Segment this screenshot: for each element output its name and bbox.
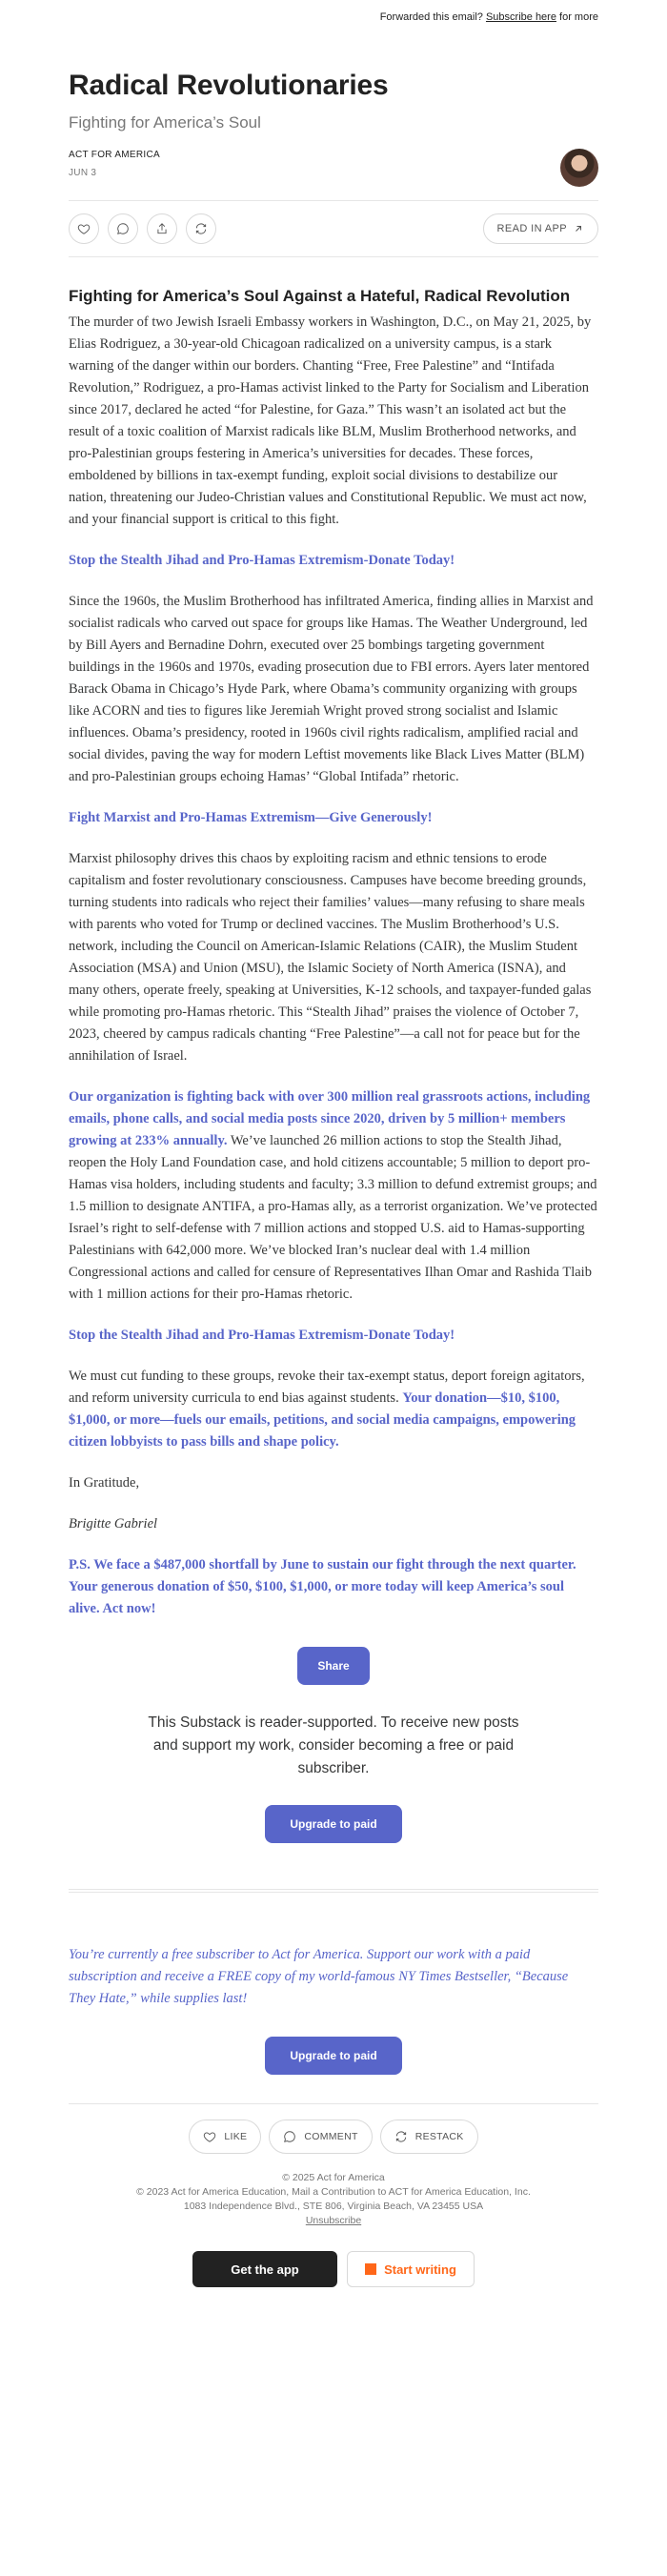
post-date: JUN 3 (69, 168, 97, 178)
restack-label: RESTACK (414, 2131, 464, 2142)
share-button[interactable] (147, 213, 177, 244)
footer-info (69, 2171, 598, 2228)
comment-button[interactable] (108, 213, 138, 244)
comment-icon (283, 2130, 296, 2143)
article-heading: Fighting for America’s Soul Against a Hateful, Radical Revolution (69, 287, 571, 305)
author-avatar[interactable] (560, 149, 598, 187)
address-line-2: 1083 Independence Blvd., STE 806, Virginia Beach, VA 23455 USA (183, 2201, 484, 2212)
share-icon (155, 222, 169, 235)
paragraph-4-rest: We’ve launched 26 million actions to stop the Stealth Jihad, reopen the Holy Land Foundation case, and hold citizens accountable; 5 million to deport pro-Hamas visa holders, including students and faculty; 3.3 million to defund extremist groups; and 1.5 million to designate ANTIFA, a pro-Hamas ally, as a terrorist organization. We’ve protected Israel’s right to self-defense with 7 million actions and stopped U.S. aid to Hamas-supporting Palestinians with 642,000 more. We’ve blocked Iran’s nuclear deal with 1.4 million Congressional actions and called for censure of Representatives Ilhan Omar and Rashida Tlaib with 1 million actions for their pro-Hamas rhetoric. (69, 1133, 597, 1302)
email-content (69, 0, 598, 2287)
footer-buttons (69, 2251, 598, 2287)
share-post-button[interactable]: Share (297, 1647, 370, 1685)
post-subtitle: Fighting for America’s Soul (69, 113, 261, 132)
share-section (69, 1647, 598, 1685)
byline (69, 149, 598, 187)
divider (69, 2103, 598, 2104)
paragraph-5-plain: We must cut funding to these groups, revoke their tax-exempt status, deport foreign agitators, and reform university curricula to end bias against students. (69, 1369, 585, 1406)
start-writing-label: Start writing (384, 2262, 456, 2277)
comment-icon (116, 222, 130, 235)
comment-label: COMMENT (304, 2131, 358, 2142)
donate-link-3[interactable]: Stop the Stealth Jihad and Pro-Hamas Extremism-Donate Today! (69, 1328, 455, 1343)
upgrade-to-paid-button[interactable]: Upgrade to paid (265, 1805, 402, 1843)
heart-icon (203, 2130, 216, 2143)
paragraph-5-bold[interactable]: Your donation—$10, $100, $1,000, or more—fuels our emails, petitions, and social media campaigns, empowering citizen lobbyists to pass bills and shape policy. (69, 1390, 576, 1450)
postscript[interactable]: P.S. We face a $487,000 shortfall by June to sustain our fight through the next quarter. Your generous donation of $50, $100, $1,000, or more today will keep America’s soul alive. Act now! (69, 1557, 576, 1616)
post-actions (69, 201, 598, 256)
restack-pill-button[interactable] (380, 2120, 478, 2154)
donate-link-1[interactable]: Stop the Stealth Jihad and Pro-Hamas Extremism-Donate Today! (69, 553, 455, 568)
divider (69, 256, 598, 257)
paragraph-2: Since the 1960s, the Muslim Brotherhood has infiltrated America, finding allies in Marxist and socialist radicals who carved out space for groups like Hamas. The Weather Underground, led by Bill Ayers and Bernadine Dohrn, executed over 25 bombings targeting government buildings in the 1960s and 1970s, evading prosecution due to FBI errors. Ayers later mentored Barack Obama in Chicago’s Hyde Park, where Obama’s community organizing with groups like ACORN and ties to figures like Jeremiah Wright proved strong socialist and Islamic influences. Obama’s presidency, rooted in 1960s civil rights radicalism, amplified racial and social divides, paving the way for modern Leftist movements like Black Lives Matter (BLM) and pro-Palestinian groups echoing Hamas’ “Global Intifada” rhetoric. (69, 594, 594, 784)
like-button[interactable] (69, 213, 99, 244)
copyright: © 2025 Act for America (282, 2172, 385, 2183)
restack-icon (394, 2130, 408, 2143)
upgrade-to-paid-button-2[interactable]: Upgrade to paid (265, 2037, 402, 2075)
paragraph-4-bold[interactable]: Our organization is fighting back with over 300 million real grassroots actions, including emails, phone calls, and social media posts since 2020, driven by 5 million+ members growing at 233% annually. (69, 1089, 591, 1148)
comment-pill-button[interactable] (269, 2120, 372, 2154)
unsubscribe-link[interactable]: Unsubscribe (305, 2215, 362, 2226)
donate-link-2[interactable]: Fight Marxist and Pro-Hamas Extremism—Give Generously! (69, 810, 433, 825)
paragraph-3: Marxist philosophy drives this chaos by exploiting racism and ethnic tensions to erode capitalism and foster revolutionary consciousness. Campuses have become breeding grounds, turning students into radicals who reject their families’ values—many refusing to share meals with parents who voted for Trump or declined vaccines. The Muslim Brotherhood’s U.S. network, including the Council on American-Islamic Relations (CAIR), the Muslim Student Association (MSA) and Union (MSU), the Islamic Society of North America (ISNA), and many others, operate freely, speaking at Universities, K-12 schools, and taxpayer-funded galas while promoting pro-Hamas rhetoric. This “Stealth Jihad” praises the violence of October 7, 2023, cheered by campus radicals chanting “Free Palestine”—a call not for peace but for the annihilation of Israel. (69, 851, 592, 1064)
post-title[interactable]: Radical Revolutionaries (69, 70, 389, 101)
subscribe-link[interactable]: Subscribe here (485, 11, 556, 23)
substack-logo-icon (365, 2263, 376, 2275)
signature: Brigitte Gabriel (69, 1516, 158, 1531)
paragraph-1: The murder of two Jewish Israeli Embassy workers in Washington, D.C., on May 21, 2025, by Elias Rodriguez, a 30-year-old Chicagoan radicalized on a university campus, is a stark warning of the danger within our borders. Chanting “Free, Free Palestine” and “Intifada Revolution,” Rodriguez, a pro-Hamas activist linked to the Party for Socialism and Liberation since 2017, declared he acted “for Palestine, for Gaza.” This wasn’t an isolated act but the result of a toxic coalition of Marxist radicals like BLM, Muslim Brotherhood networks, and pro-Palestinian groups festering in America’s universities for decades. These forces, emboldened by billions in tax-exempt funding, exploit social divisions to destabilize our nation, threatening our Judeo-Christian values and Constitutional Republic. We must act now, and your financial support is critical to this fight. (69, 314, 592, 527)
restack-button[interactable] (186, 213, 216, 244)
footer-actions (69, 2120, 598, 2154)
arrow-up-right-icon (573, 223, 584, 234)
support-text: This Substack is reader-supported. To receive new posts and support my work, consider becoming a free or paid subscriber. (148, 1714, 519, 1776)
free-subscriber-note: You’re currently a free subscriber to Act for America. Support our work with a paid subscription and receive a FREE copy of my world-famous NY Times Bestseller, “Because They Hate,” while supplies last! (69, 1947, 569, 2006)
like-pill-button[interactable] (189, 2120, 261, 2154)
forwarded-prefix: Forwarded this email? (379, 11, 483, 23)
get-the-app-button[interactable]: Get the app (192, 2251, 337, 2287)
paragraph-5 (69, 1366, 598, 1453)
heart-icon (77, 222, 91, 235)
divider (69, 1889, 598, 1890)
paragraph-4 (69, 1086, 598, 1306)
read-in-app-button[interactable] (483, 213, 598, 244)
read-in-app-label: READ IN APP (496, 223, 567, 234)
restack-icon (194, 222, 208, 235)
start-writing-button[interactable] (347, 2251, 475, 2287)
forwarded-bar (69, 0, 598, 34)
divider (69, 1892, 598, 1893)
publication-name[interactable]: ACT FOR AMERICA (69, 150, 160, 160)
forwarded-suffix: for more (559, 11, 598, 23)
address-line-1: © 2023 Act for America Education, Mail a Contribution to ACT for America Education, Inc. (136, 2186, 531, 2198)
like-label: LIKE (224, 2131, 248, 2142)
closing: In Gratitude, (69, 1475, 140, 1491)
